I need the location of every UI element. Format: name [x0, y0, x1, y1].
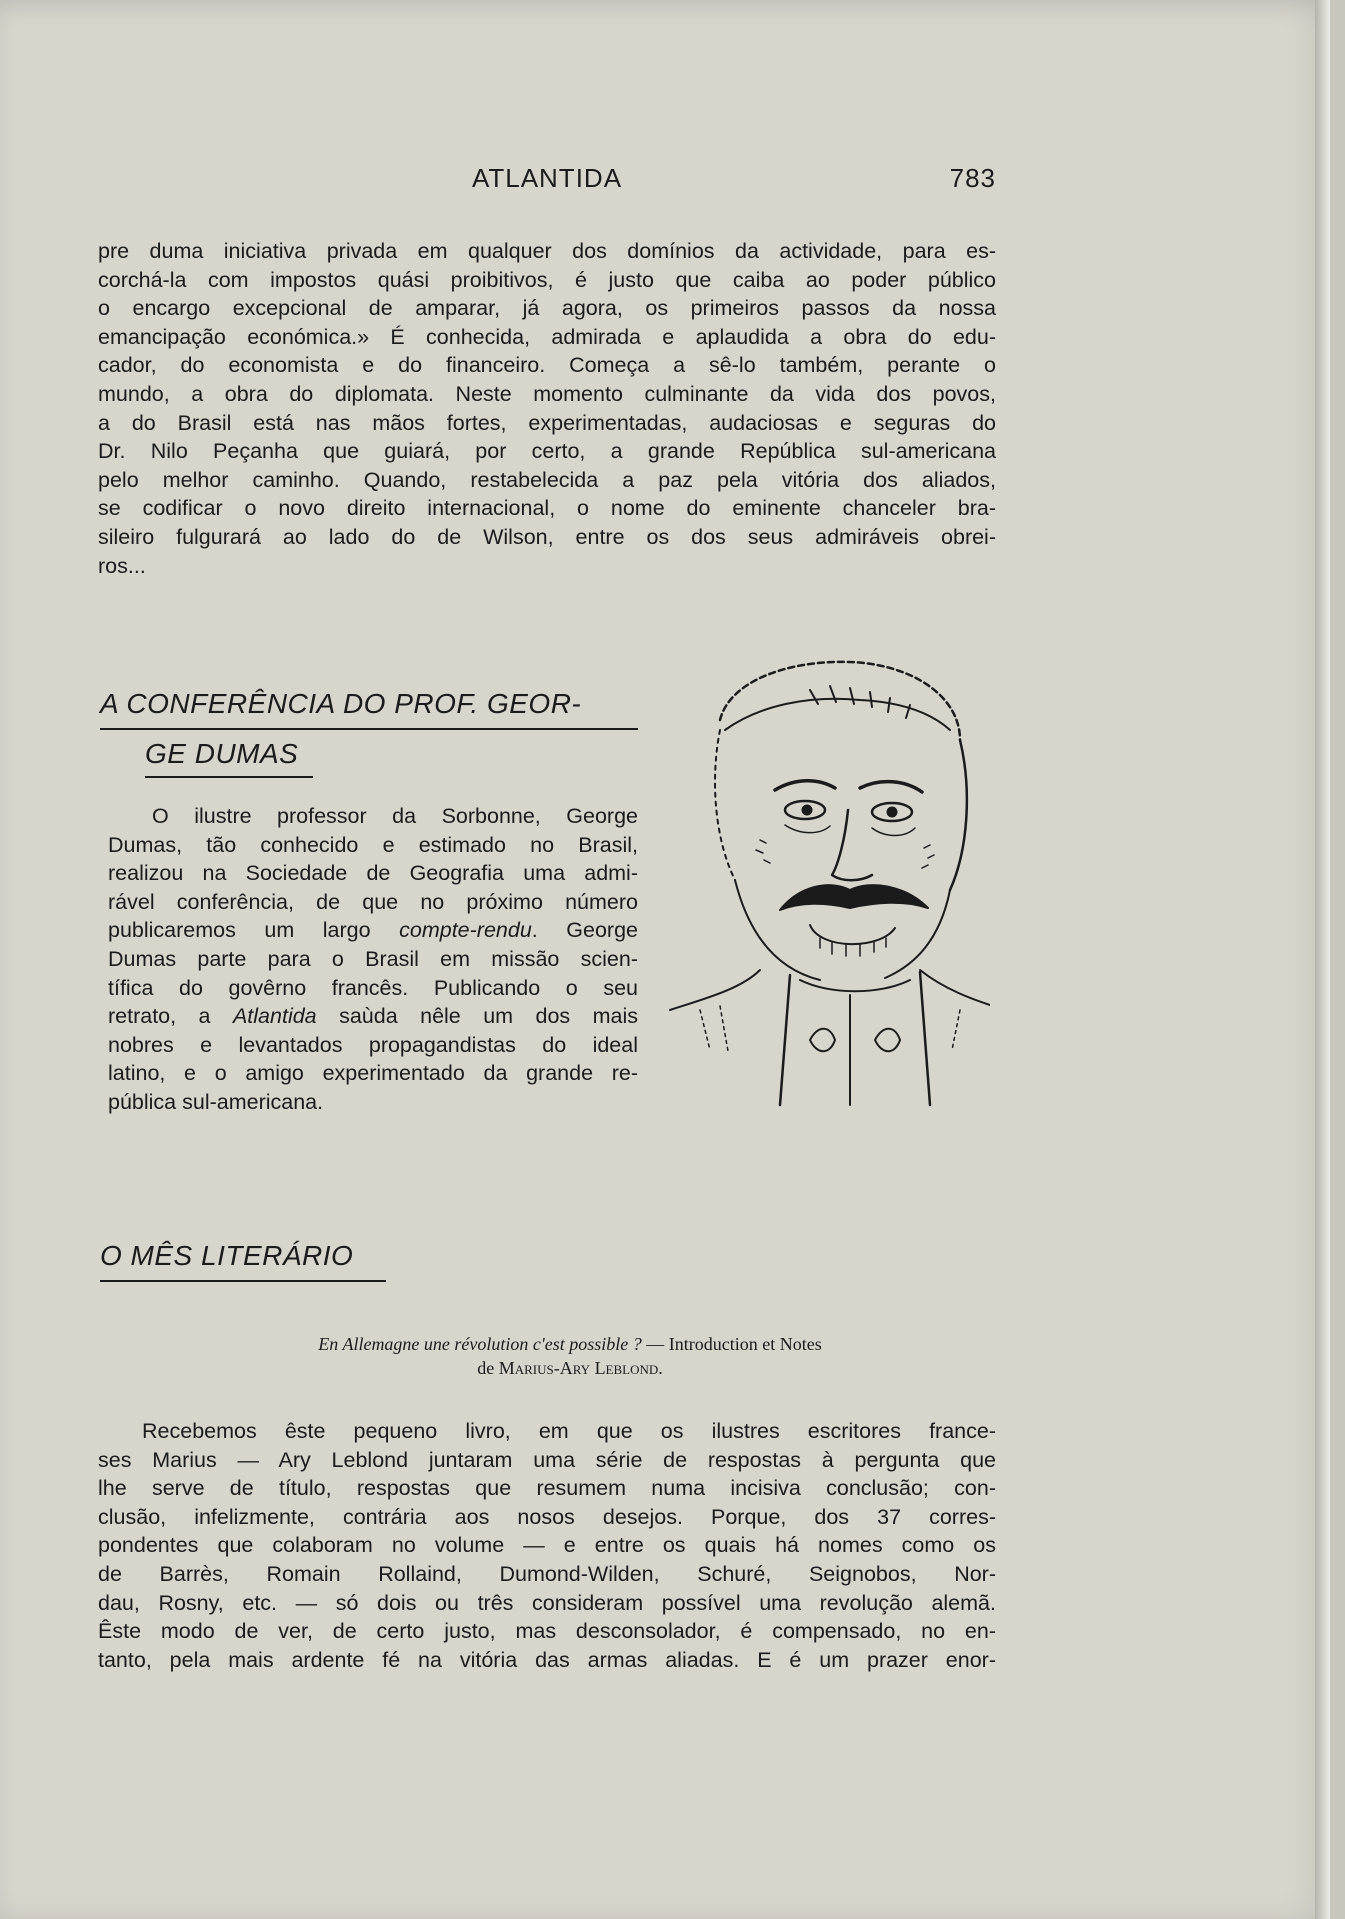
heading-underline: [100, 1280, 386, 1282]
text-fragment: retrato, a: [108, 1004, 211, 1029]
text-fragment: publicaremos um largo: [108, 918, 371, 943]
text-line: Dumas, tão conhecido e estimado no Brasil,: [108, 832, 638, 857]
text-line: corchá-la com impostos quási proibitivos, é justo que caiba ao poder público: [98, 267, 996, 292]
italic-term: compte-rendu: [399, 918, 532, 943]
text-line: tanto, pela mais ardente fé na vitória das armas aliadas. E é um prazer enor-: [98, 1647, 996, 1672]
book-author: Marius-Ary Leblond: [498, 1358, 659, 1378]
citation-text: de: [477, 1358, 499, 1378]
text-line: de Barrès, Romain Rollaind, Dumond-Wilden, Schuré, Seignobos, Nor-: [98, 1561, 996, 1586]
text-line: O ilustre professor da Sorbonne, George: [152, 804, 638, 828]
text-line: latino, e o amigo experimentado da grande re-: [108, 1061, 638, 1086]
text-line: pública sul-americana.: [108, 1089, 324, 1114]
text-line: Êste modo de ver, de certo justo, mas desconsolador, é compensado, no en-: [98, 1619, 996, 1644]
text-line: [108, 1002, 638, 1031]
text-line: emancipação económica.» É conhecida, admirada e aplaudida a obra do edu-: [98, 324, 996, 349]
text-line: o encargo excepcional de amparar, já agora, os primeiros passos da nossa: [98, 296, 996, 321]
text-line: se codificar o novo direito internacional, o nome do eminente chanceler bra-: [98, 496, 996, 521]
text-line: pondentes que colaboram no volume — e entre os quais há nomes como os: [98, 1533, 996, 1558]
text-line: dau, Rosny, etc. — só dois ou três consideram possível uma revolução alemã.: [98, 1590, 996, 1615]
intro-paragraph: [98, 237, 996, 580]
text-fragment: saùda nêle um dos mais: [339, 1004, 639, 1029]
text-line: sileiro fulgurará ao lado do de Wilson, entre os dos seus admiráveis obrei-: [98, 524, 996, 549]
book-citation: [140, 1332, 1000, 1380]
heading-underline: [145, 776, 313, 778]
text-line: a do Brasil está nas mãos fortes, experimentadas, audaciosas e seguras do: [98, 410, 996, 435]
page-edge: [1315, 0, 1330, 1919]
citation-text: — Introduction et Notes: [641, 1334, 822, 1354]
text-line: mundo, a obra do diplomata. Neste momento culminante da vida dos povos,: [98, 381, 996, 406]
text-line: nobres e levantados propagandistas do ideal: [108, 1032, 638, 1057]
conference-paragraph: [108, 802, 638, 1117]
text-line: [108, 916, 638, 945]
book-title: En Allemagne une révolution c'est possible ?: [318, 1334, 642, 1354]
text-line: ses Marius — Ary Leblond juntaram uma série de respostas à pergunta que: [98, 1447, 996, 1472]
text-line: lhe serve de título, respostas que resumem numa incisiva conclusão; con-: [98, 1476, 996, 1501]
text-line: pelo melhor caminho. Quando, restabelecida a paz pela vitória dos aliados,: [98, 467, 996, 492]
portrait-illustration: [660, 650, 990, 1110]
text-line: realizou na Sociedade de Geografia uma admi-: [108, 861, 638, 886]
text-fragment: . George: [531, 918, 638, 943]
text-line: ros...: [98, 553, 146, 578]
text-line: Dr. Nilo Peçanha que guiará, por certo, a grande República sul-americana: [98, 439, 996, 464]
text-line: tífica do govêrno francês. Publicando o seu: [108, 975, 638, 1000]
heading-underline: [100, 728, 638, 730]
citation-line: [140, 1332, 1000, 1356]
section-heading-conference-cont: GE DUMAS: [145, 738, 299, 769]
text-line: Dumas parte para o Brasil em missão scien-: [108, 946, 638, 971]
text-line: Recebemos êste pequeno livro, em que os ilustres escritores france-: [142, 1419, 996, 1443]
section-heading-literary: O MÊS LITERÁRIO: [100, 1240, 354, 1271]
review-paragraph: [98, 1417, 996, 1674]
text-line: cador, do economista e do financeiro. Começa a sê-lo também, perante o: [98, 353, 996, 378]
text-line: rável conferência, de que no próximo número: [108, 889, 638, 914]
italic-journal-name: Atlantida: [232, 1004, 317, 1029]
citation-line: [140, 1356, 1000, 1380]
text-line: clusão, infelizmente, contrária aos nosos desejos. Porque, dos 37 corres-: [98, 1504, 996, 1529]
text-line: pre duma iniciativa privada em qualquer dos domínios da actividade, para es-: [98, 239, 996, 263]
journal-title: ATLANTIDA: [471, 163, 623, 193]
citation-text: .: [658, 1358, 663, 1378]
section-heading-conference: A CONFERÊNCIA DO PROF. GEOR-: [100, 688, 582, 719]
page-number: 783: [949, 163, 996, 193]
